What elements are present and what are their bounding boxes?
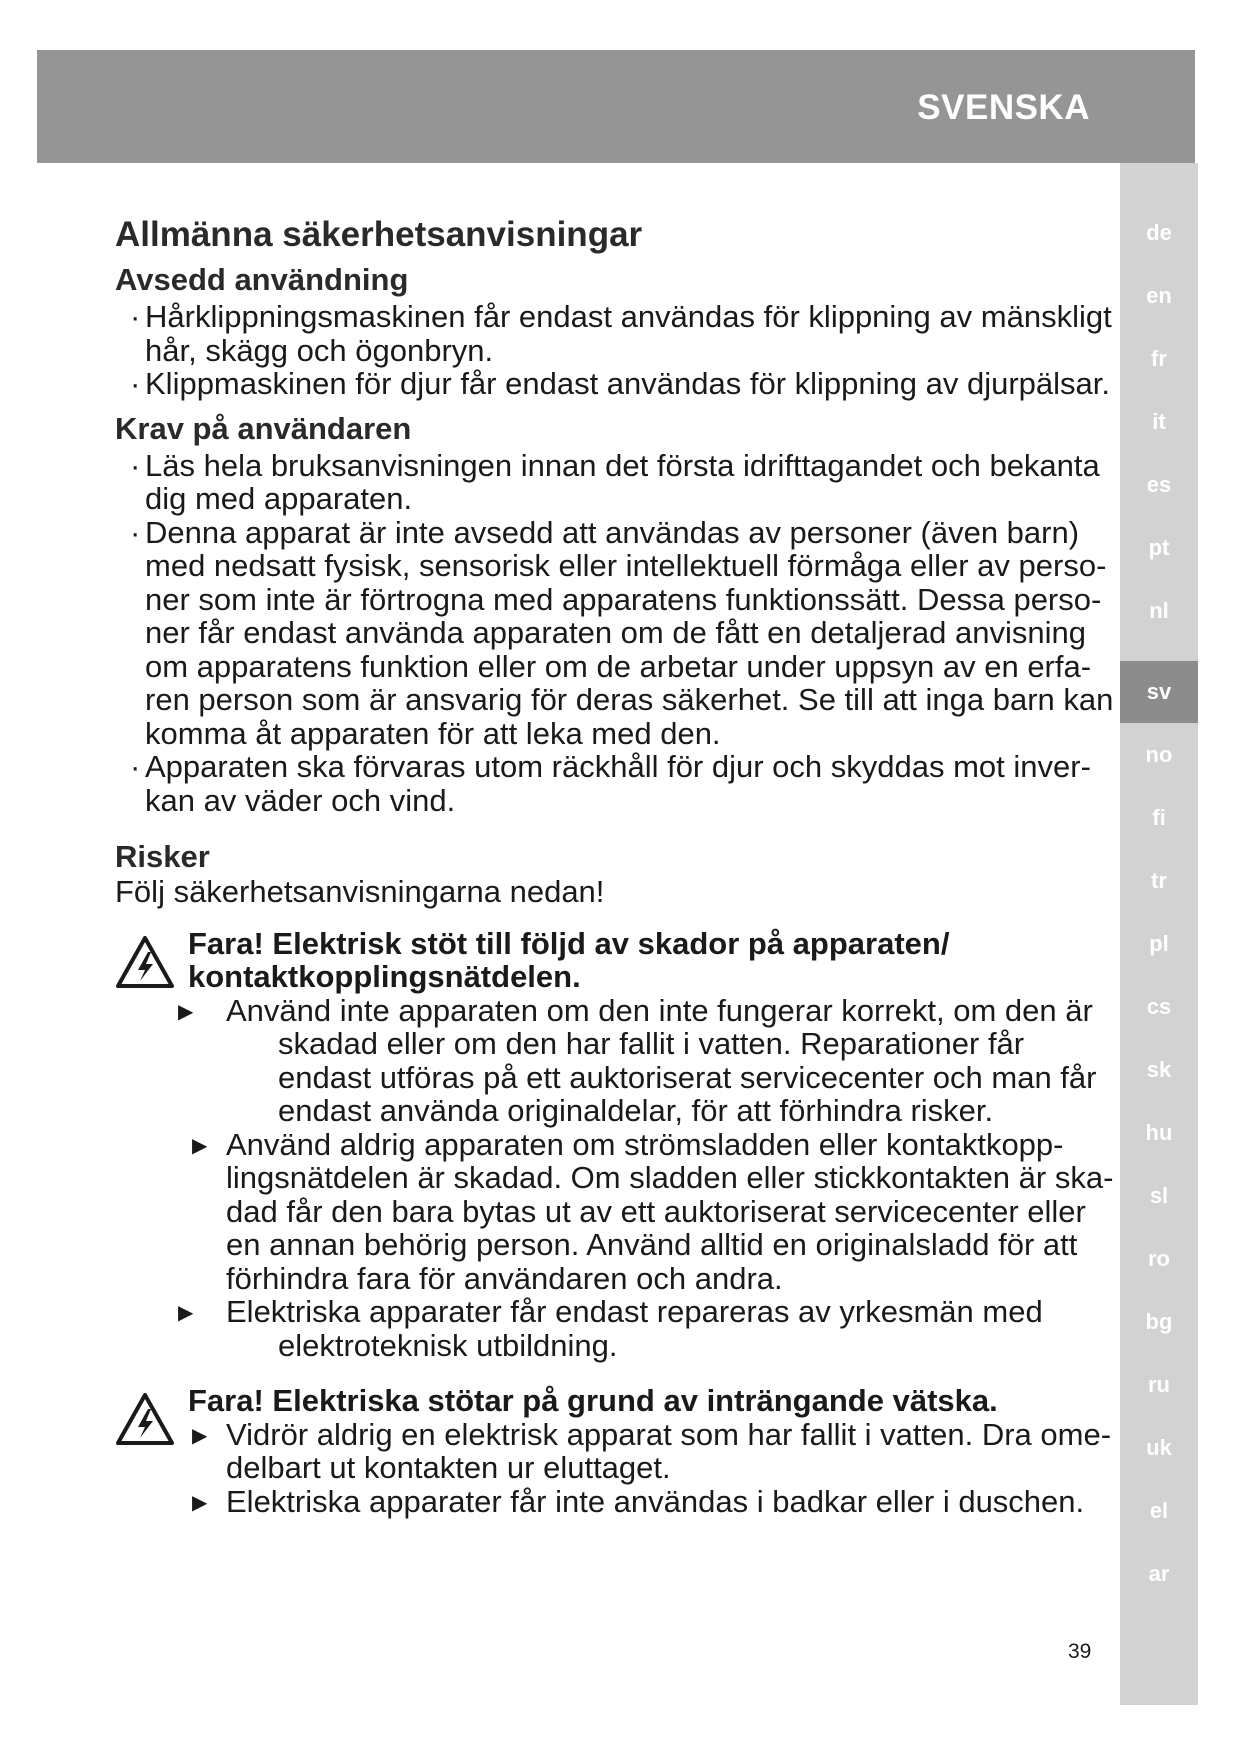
list-item: ▶ Använd aldrig apparaten om strömsladden eller kontaktkopp-lingsnätdelen är skadad. Om sladden eller stickkontakten är ska-dad får den bara bytas ut av ett auktoriserat servicecenter eller en annan behörig person. Använd alltid en originalsladd för att förhindra fara för användaren och andra. — [188, 1128, 1125, 1296]
list-item: · Klippmaskinen för djur får endast användas för klippning av djurpälsar. — [130, 367, 1125, 401]
lang-tab-sk[interactable]: sk — [1146, 1057, 1172, 1082]
lang-tab-pl[interactable]: pl — [1149, 931, 1169, 956]
lang-tab-nl[interactable]: nl — [1149, 598, 1169, 623]
lang-tab-bg[interactable]: bg — [1145, 1309, 1173, 1334]
list-item: ▶ Använd inte apparaten om den inte fungerar korrekt, om den är skadad eller om den har fallit i vatten. Reparationer får endast utföras på ett auktoriserat servicecenter och man får endast använda originaldelar, för att förhindra risker. — [188, 994, 1125, 1128]
list-item: · Läs hela bruksanvisningen innan det första idrifttagandet och bekanta dig med apparaten. — [130, 449, 1125, 516]
lang-tab-sv[interactable]: sv — [1120, 661, 1198, 723]
main-content — [115, 210, 1125, 1518]
lang-tab-ro[interactable]: ro — [1148, 1246, 1170, 1271]
warning-2-list — [188, 1418, 1125, 1519]
lang-tab-de[interactable]: de — [1146, 220, 1172, 245]
risks-intro: Följ säkerhetsanvisningarna nedan! — [115, 874, 605, 909]
warning-title: Fara! Elektriska stötar på grund av inträngande vätska. — [188, 1383, 998, 1418]
page-number: 39 — [1068, 1640, 1092, 1663]
high-voltage-warning-icon — [115, 1392, 175, 1446]
warning-1-list — [188, 994, 1125, 1363]
lang-tab-tr[interactable]: tr — [1151, 868, 1167, 893]
list-item: ▶ Elektriska apparater får inte användas i badkar eller i duschen. — [188, 1485, 1125, 1519]
lang-tab-fi[interactable]: fi — [1152, 805, 1166, 830]
intended-use-list — [115, 300, 1125, 401]
lang-tab-no[interactable]: no — [1145, 742, 1173, 767]
list-item: · Denna apparat är inte avsedd att användas av personer (även barn) med nedsatt fysisk, sensorisk eller intellektuell förmåga eller av perso-ner som inte är förtrogna med apparatens funktionssätt. Dessa perso-ner får endast använda apparaten om de fått en detaljerad anvisning om apparatens funktion eller om de arbetar under uppsyn av en erfa-ren person som är ansvarig för deras säkerhet. Se till att inga barn kan komma åt apparaten för att leka med den. — [130, 516, 1125, 751]
lang-tab-cs[interactable]: cs — [1146, 994, 1172, 1019]
page-title: Allmänna säkerhetsanvisningar — [115, 215, 643, 254]
lang-tab-sl[interactable]: sl — [1149, 1183, 1169, 1208]
list-item: ▶ Elektriska apparater får endast repareras av yrkesmän med elektroteknisk utbildning. — [188, 1295, 1125, 1362]
warning-liquid-ingress — [115, 1384, 1125, 1518]
list-item: · Hårklippningsmaskinen får endast användas för klippning av mänskligt hår, skägg och ögonbryn. — [130, 300, 1125, 367]
lang-tab-hu[interactable]: hu — [1145, 1120, 1173, 1145]
lang-tab-uk[interactable]: uk — [1146, 1435, 1172, 1460]
section-title-intended-use: Avsedd användning — [115, 262, 409, 297]
list-item: · Apparaten ska förvaras utom räckhåll för djur och skyddas mot inver-kan av väder och vind. — [130, 750, 1125, 817]
lang-tab-pt[interactable]: pt — [1148, 535, 1170, 560]
lang-tab-fr[interactable]: fr — [1151, 346, 1167, 371]
list-item: ▶ Vidrör aldrig en elektrisk apparat som har fallit i vatten. Dra ome-delbart ut kontakten ur eluttaget. — [188, 1418, 1125, 1485]
high-voltage-warning-icon — [115, 935, 175, 989]
language-title: SVENSKA — [917, 88, 1090, 127]
header-bar — [37, 50, 1195, 163]
section-title-user-requirements: Krav på användaren — [115, 410, 412, 446]
lang-tab-en[interactable]: en — [1146, 283, 1172, 308]
warning-electric-shock-damage — [115, 927, 1125, 1363]
section-title-risks: Risker — [115, 839, 210, 874]
user-requirements-list — [115, 449, 1125, 818]
lang-tab-el[interactable]: el — [1149, 1498, 1169, 1523]
language-sidebar — [1120, 163, 1198, 1705]
lang-tab-es[interactable]: es — [1146, 472, 1172, 497]
lang-tab-it[interactable]: it — [1152, 409, 1166, 434]
lang-tab-ru[interactable]: ru — [1148, 1372, 1170, 1397]
lang-tab-ar[interactable]: ar — [1148, 1561, 1170, 1586]
warning-title: Fara! Elektrisk stöt till följd av skador på apparaten/ kontaktkopplingsnätdelen. — [188, 925, 950, 994]
